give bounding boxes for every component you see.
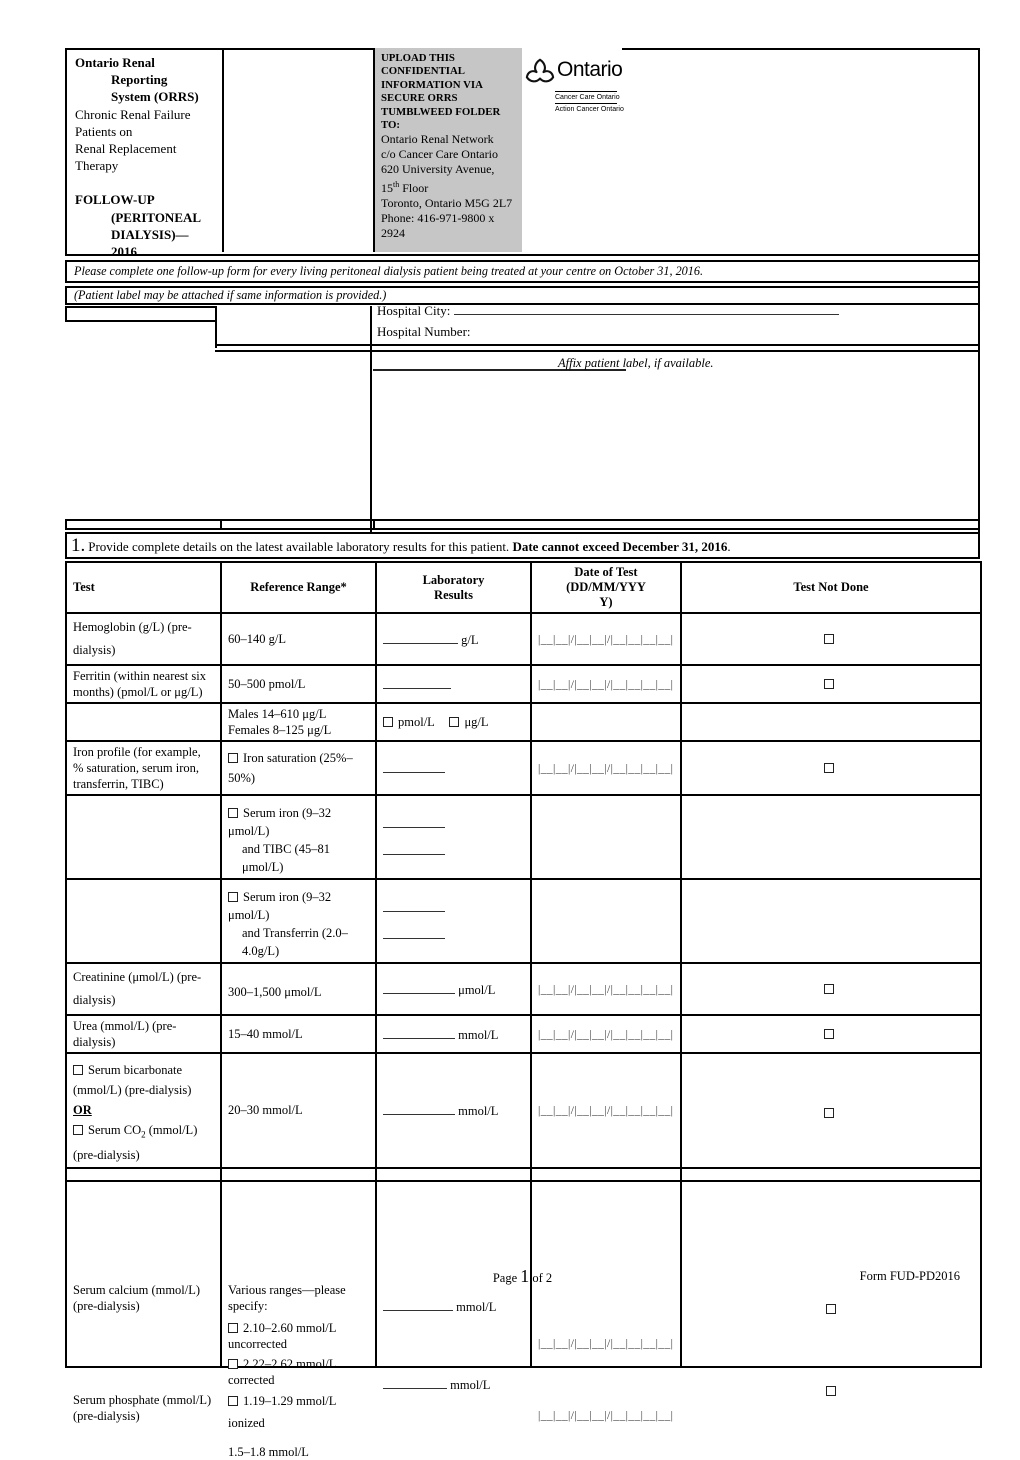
transferrin-result-blank[interactable]: [383, 926, 445, 939]
hemoglobin-not-done-checkbox[interactable]: [824, 634, 834, 644]
calcium-ionized-range: 1.19–1.29 mmol/L: [243, 1393, 337, 1408]
serum-iron-result-blank-2[interactable]: [383, 899, 445, 912]
co2-subscript: 2: [141, 1129, 146, 1140]
bicarbonate-test-cell: [66, 1053, 221, 1168]
floor-word: Floor: [399, 181, 429, 196]
table-row-serum-iron-tibc: [66, 795, 981, 879]
ferritin-test-label: Ferritin (within nearest six months) (pmol/L or μg/L): [66, 665, 221, 703]
col-header-test-not-done: Test Not Done: [681, 562, 981, 613]
patient-label-small-box: [65, 306, 217, 322]
empty-cell: [531, 703, 681, 741]
iron-saturation-label: Iron saturation (25%–50%): [228, 751, 353, 785]
bicarbonate-result-unit: mmol/L: [458, 1103, 499, 1118]
divider: [222, 48, 224, 252]
col-header-line: Results: [434, 587, 473, 602]
table-row-creatinine: [66, 963, 981, 1015]
upload-address-line: [381, 177, 517, 196]
col-header-laboratory-results: [376, 562, 531, 613]
ferritin-males-range: Males 14–610 μg/L: [228, 707, 327, 721]
ferritin-date-field[interactable]: |__|__|/|__|__|/|__|__|__|__|: [538, 678, 674, 691]
serum-iron-transferrin-checkbox[interactable]: [228, 892, 238, 902]
calcium-ranges-intro: Various ranges—please specify:: [228, 1282, 346, 1313]
divider: [373, 519, 375, 530]
serum-iron-option: [228, 888, 369, 924]
upload-address-line: Phone: 416-971-9800 x 2924: [381, 211, 495, 241]
iron-saturation-not-done-cell: [681, 741, 981, 795]
bicarbonate-not-done-cell: [681, 1053, 981, 1168]
divider: [978, 256, 980, 532]
upload-instructions-box: [375, 48, 522, 252]
section1-text-normal: Provide complete details on the latest available laboratory results for this patient.: [88, 539, 513, 554]
followup-title-line: FOLLOW-UP: [75, 192, 155, 208]
phosphate-range-label: 1.5–1.8 mmol/L: [228, 1444, 309, 1459]
trillium-logo-icon: [525, 58, 555, 91]
divider: [215, 344, 980, 346]
calcium-uncorrected-label: 2.10–2.60 mmol/L uncorrected: [228, 1320, 336, 1351]
page-number: 1: [520, 1266, 530, 1286]
empty-cell: [531, 879, 681, 963]
creatinine-reference-range: 300–1,500 μmol/L: [221, 963, 376, 1015]
upload-address-line: Toronto, Ontario M5G 2L7: [381, 196, 513, 211]
upload-address-line: c/o Cancer Care Ontario: [381, 147, 498, 162]
urea-test-label: Urea (mmol/L) (pre-dialysis): [66, 1015, 221, 1053]
urea-not-done-cell: [681, 1015, 981, 1053]
phosphate-not-done-checkbox[interactable]: [826, 1386, 836, 1396]
bicarbonate-reference-range: 20–30 mmol/L: [221, 1053, 376, 1168]
form-id-footer: Form FUD-PD2016: [859, 1269, 960, 1283]
bicarbonate-date-cell: [531, 1053, 681, 1168]
empty-cell: [376, 1168, 531, 1181]
bicarbonate-result-cell: [376, 1053, 531, 1168]
divider: [622, 48, 978, 50]
logo-subtitle-fr: Action Cancer Ontario: [555, 103, 617, 115]
form-title-block: [75, 54, 220, 260]
serum-iron-result-blank[interactable]: [383, 815, 445, 828]
spacer: [75, 174, 220, 191]
serum-iron-option: [228, 804, 369, 840]
phosphate-test-label: Serum phosphate (mmol/L) (pre-dialysis): [73, 1392, 212, 1423]
table-row-ferritin-units: [66, 703, 981, 741]
floor-number: 15: [381, 181, 393, 196]
phosphate-result-group: [383, 1376, 490, 1393]
hospital-city-label: Hospital City:: [377, 303, 451, 318]
hemoglobin-result-blank[interactable]: [383, 631, 458, 644]
phosphate-date-field[interactable]: |__|__|/|__|__|/|__|__|__|__|: [538, 1409, 674, 1422]
table-row-bicarbonate: [66, 1053, 981, 1168]
instruction-text-1: Please complete one follow-up form for every living peritoneal dialysis patient being treated at your centre on October 31, 2016.: [74, 264, 703, 278]
empty-cell: [221, 1168, 376, 1181]
creatinine-result-blank[interactable]: [383, 981, 455, 994]
iron-saturation-date-field[interactable]: |__|__|/|__|__|/|__|__|__|__|: [538, 762, 674, 775]
cancer-care-ontario-logo: [525, 58, 625, 115]
ferritin-females-range: Females 8–125 μg/L: [228, 723, 332, 737]
ferritin-reference-range: 50–500 pmol/L: [221, 665, 376, 703]
form-subtitle-line: Renal Replacement: [75, 141, 177, 157]
hemoglobin-date-field[interactable]: |__|__|/|__|__|/|__|__|__|__|: [538, 633, 674, 646]
serum-iron-tibc-checkbox[interactable]: [228, 808, 238, 818]
calcium-uncorrected-option: [228, 1320, 368, 1352]
empty-cell: [681, 703, 981, 741]
table-row-serum-iron-transferrin: [66, 879, 981, 963]
col-header-reference-range: Reference Range*: [221, 562, 376, 613]
col-header-line: Y): [599, 595, 613, 609]
form-subtitle-line: Therapy: [75, 158, 119, 174]
col-header-date-of-test: [531, 562, 681, 613]
form-subtitle-line: Chronic Renal Failure: [75, 106, 191, 122]
hospital-city-input-line[interactable]: [454, 302, 839, 315]
logo-subtitle-en: Cancer Care Ontario: [555, 91, 617, 103]
serum-co2-option: [73, 1120, 214, 1145]
followup-title-line: 2016: [111, 244, 137, 260]
followup-title-line: DIALYSIS)—: [111, 226, 189, 242]
urea-date-cell: [531, 1015, 681, 1053]
phosphate-result-unit: mmol/L: [450, 1377, 491, 1392]
iron-saturation-reference: [221, 741, 376, 795]
followup-title-line: (PERITONEAL: [111, 209, 202, 225]
urea-date-field[interactable]: |__|__|/|__|__|/|__|__|__|__|: [538, 1028, 674, 1041]
ferritin-unit-ug-label: μg/L: [464, 714, 489, 729]
creatinine-not-done-checkbox[interactable]: [824, 984, 834, 994]
serum-co2-label-2: (mmol/L): [145, 1123, 198, 1137]
empty-cell: [66, 879, 221, 963]
serum-iron-tibc-result-cell: [376, 795, 531, 879]
calcium-date-field[interactable]: |__|__|/|__|__|/|__|__|__|__|: [538, 1337, 674, 1350]
ferritin-unit-pmol-checkbox[interactable]: [383, 717, 393, 727]
calcium-not-done-checkbox[interactable]: [826, 1304, 836, 1314]
serum-iron-label: Serum iron (9–32 μmol/L): [228, 806, 332, 838]
table-row-urea: [66, 1015, 981, 1053]
hemoglobin-reference-range: 60–140 g/L: [221, 613, 376, 665]
serum-iron-label: Serum iron (9–32 μmol/L): [228, 890, 332, 922]
form-subtitle-line: Patients on: [75, 123, 133, 139]
divider: [215, 306, 217, 348]
divider: [65, 519, 980, 521]
creatinine-date-cell: [531, 963, 681, 1015]
ferritin-date-cell: [531, 665, 681, 703]
calcium-corrected-checkbox[interactable]: [228, 1359, 238, 1369]
upload-instructions-bold: UPLOAD THIS CONFIDENTIAL INFORMATION VIA SECURE ORRS TUMBLWEED FOLDER TO:: [381, 52, 501, 132]
iron-saturation-not-done-checkbox[interactable]: [824, 763, 834, 773]
iron-saturation-result-blank[interactable]: [383, 760, 445, 773]
bicarbonate-label-2: (mmol/L) (pre-dialysis): [73, 1083, 192, 1097]
ferritin-not-done-checkbox[interactable]: [824, 679, 834, 689]
ferritin-units-reference: [221, 703, 376, 741]
ferritin-unit-choice-cell: [376, 703, 531, 741]
divider: [220, 519, 222, 530]
ferritin-result-blank[interactable]: [383, 676, 451, 689]
empty-cell: [66, 703, 221, 741]
empty-cell: [681, 879, 981, 963]
creatinine-not-done-cell: [681, 963, 981, 1015]
or-label: OR: [73, 1103, 92, 1117]
col-header-line: Laboratory: [422, 572, 485, 587]
lab-results-table: [65, 561, 982, 1459]
empty-cell: [531, 1168, 681, 1181]
floor-ordinal: th: [393, 180, 400, 190]
divider: [215, 350, 980, 352]
calcium-ionized-option: [228, 1393, 368, 1409]
serum-iron-transferrin-result-cell: [376, 879, 531, 963]
iron-saturation-date-cell: [531, 741, 681, 795]
section1-header: [65, 532, 980, 559]
ontario-wordmark: Ontario: [557, 58, 623, 81]
hemoglobin-result-cell: [376, 613, 531, 665]
table-row-iron-saturation: [66, 741, 981, 795]
calcium-corrected-label: 2.22–2.62 mmol/L corrected: [228, 1356, 336, 1387]
calcium-ionized-word: ionized: [228, 1415, 265, 1430]
creatinine-test-label: Creatinine (μmol/L) (pre-dialysis): [66, 963, 221, 1015]
urea-not-done-checkbox[interactable]: [824, 1029, 834, 1039]
bicarbonate-option: [73, 1060, 214, 1080]
serum-co2-label-3: (pre-dialysis): [73, 1147, 140, 1162]
creatinine-date-field[interactable]: |__|__|/|__|__|/|__|__|__|__|: [538, 983, 674, 996]
urea-result-unit: mmol/L: [458, 1027, 499, 1042]
hemoglobin-date-cell: [531, 613, 681, 665]
calcium-result-group: [383, 1298, 496, 1315]
ferritin-unit-ug-checkbox[interactable]: [449, 717, 459, 727]
section1-text: [88, 539, 730, 555]
affix-patient-label-note: Affix patient label, if available.: [558, 356, 714, 370]
section1-text-suffix: .: [727, 539, 731, 554]
urea-result-cell: [376, 1015, 531, 1053]
ferritin-unit-pmol-label: pmol/L: [398, 714, 435, 729]
tibc-result-blank[interactable]: [383, 842, 445, 855]
calcium-test-label: Serum calcium (mmol/L) (pre-dialysis): [73, 1282, 201, 1313]
bicarbonate-result-blank[interactable]: [383, 1102, 455, 1115]
iron-profile-test-label: Iron profile (for example, % saturation, serum iron, transferrin, TIBC): [66, 741, 221, 795]
iron-saturation-result-cell: [376, 741, 531, 795]
urea-reference-range: 15–40 mmol/L: [221, 1015, 376, 1053]
table-row-hemoglobin: [66, 613, 981, 665]
calcium-ionized-checkbox[interactable]: [228, 1396, 238, 1406]
divider: [65, 528, 980, 530]
serum-co2-label: Serum CO: [88, 1123, 142, 1137]
calcium-uncorrected-checkbox[interactable]: [228, 1323, 238, 1333]
hospital-city-row: [377, 302, 839, 319]
hemoglobin-test-label: Hemoglobin (g/L) (pre-dialysis): [66, 613, 221, 665]
instruction-text-2: (Patient label may be attached if same information is provided.): [74, 288, 387, 302]
calcium-corrected-option: [228, 1356, 368, 1388]
hospital-number-row: [377, 324, 471, 340]
table-header-row: [66, 562, 981, 613]
upload-address-line: 620 University Avenue,: [381, 162, 495, 177]
phosphate-result-blank[interactable]: [383, 1376, 447, 1389]
table-row-ferritin: [66, 665, 981, 703]
empty-cell: [681, 795, 981, 879]
empty-cell: [66, 795, 221, 879]
hospital-number-label: Hospital Number:: [377, 324, 471, 339]
serum-iron-transferrin-reference: [221, 879, 376, 963]
col-header-test: Test: [66, 562, 221, 613]
ferritin-result-cell: [376, 665, 531, 703]
form-title-line: System (ORRS): [111, 89, 199, 105]
iron-saturation-checkbox[interactable]: [228, 753, 238, 763]
empty-cell: [531, 795, 681, 879]
bicarbonate-date-field[interactable]: |__|__|/|__|__|/|__|__|__|__|: [538, 1104, 674, 1117]
bicarbonate-not-done-checkbox[interactable]: [824, 1108, 834, 1118]
tibc-label: and TIBC (45–81 μmol/L): [242, 842, 330, 874]
instruction-row-1: [65, 260, 980, 283]
col-header-line: Date of Test: [574, 565, 638, 579]
creatinine-result-cell: [376, 963, 531, 1015]
serum-iron-tibc-reference: [221, 795, 376, 879]
form-title-line: Ontario Renal: [75, 55, 155, 70]
hemoglobin-not-done-cell: [681, 613, 981, 665]
form-title-line: Reporting: [111, 72, 168, 88]
section1-text-bold: Date cannot exceed December 31, 2016: [512, 539, 728, 554]
col-header-line: (DD/MM/YYY: [566, 580, 646, 594]
table-spacer-row: [66, 1168, 981, 1181]
urea-result-blank[interactable]: [383, 1026, 455, 1039]
upload-address-line: Ontario Renal Network: [381, 132, 494, 147]
page-label: Page: [492, 1271, 521, 1285]
divider: [370, 306, 372, 532]
ferritin-not-done-cell: [681, 665, 981, 703]
empty-cell: [681, 1168, 981, 1181]
divider: [65, 519, 67, 530]
calcium-result-blank[interactable]: [383, 1298, 453, 1311]
bicarbonate-checkbox[interactable]: [73, 1065, 83, 1075]
serum-co2-checkbox[interactable]: [73, 1125, 83, 1135]
section1-number: 1.: [71, 535, 86, 556]
header-table: [65, 48, 980, 260]
calcium-result-unit: mmol/L: [456, 1299, 497, 1314]
bicarbonate-label: Serum bicarbonate: [88, 1063, 183, 1077]
hemoglobin-result-unit: g/L: [461, 632, 479, 647]
transferrin-label: and Transferrin (2.0–4.0g/L): [242, 926, 348, 958]
empty-cell: [66, 1168, 221, 1181]
page-of-label: of 2: [529, 1271, 553, 1285]
creatinine-result-unit: μmol/L: [458, 982, 496, 997]
